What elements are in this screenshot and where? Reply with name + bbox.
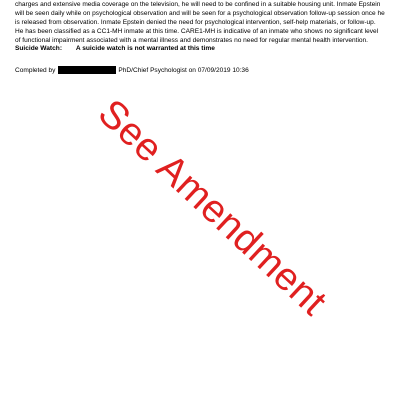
narrative-line: of functional impairment associated with a mental illness and demonstrates no need for regular mental health intervention. bbox=[15, 37, 369, 44]
completed-by-row bbox=[15, 66, 249, 74]
suicide-watch-row bbox=[15, 45, 215, 52]
suicide-watch-value: A suicide watch is not warranted at this time bbox=[75, 45, 215, 52]
completed-by-prefix: Completed by bbox=[15, 66, 56, 74]
completed-by-suffix: PhD/Chief Psychologist on 07/09/2019 10:36 bbox=[118, 66, 249, 74]
suicide-watch-label: Suicide Watch: bbox=[15, 45, 63, 52]
redaction-bar bbox=[58, 66, 116, 74]
narrative-line: He has been classified as a CC1-MH inmate at this time. CARE1-MH is indicative of an inmate who shows no significant level bbox=[15, 28, 379, 35]
narrative-line: charges and extensive media coverage on the television, he will need to be confined in a suitable housing unit. Inmate Epstein bbox=[15, 1, 381, 8]
narrative-paragraph bbox=[15, 0, 393, 45]
narrative-line: will be seen daily while on psychological observation and will be seen for a psychological observation follow-up session once he bbox=[15, 10, 385, 17]
narrative-line: is released from observation. Inmate Epstein denied the need for psychological intervention, self-help materials, or follow-up. bbox=[15, 19, 376, 26]
see-amendment-stamp: See Amendment bbox=[89, 91, 335, 324]
